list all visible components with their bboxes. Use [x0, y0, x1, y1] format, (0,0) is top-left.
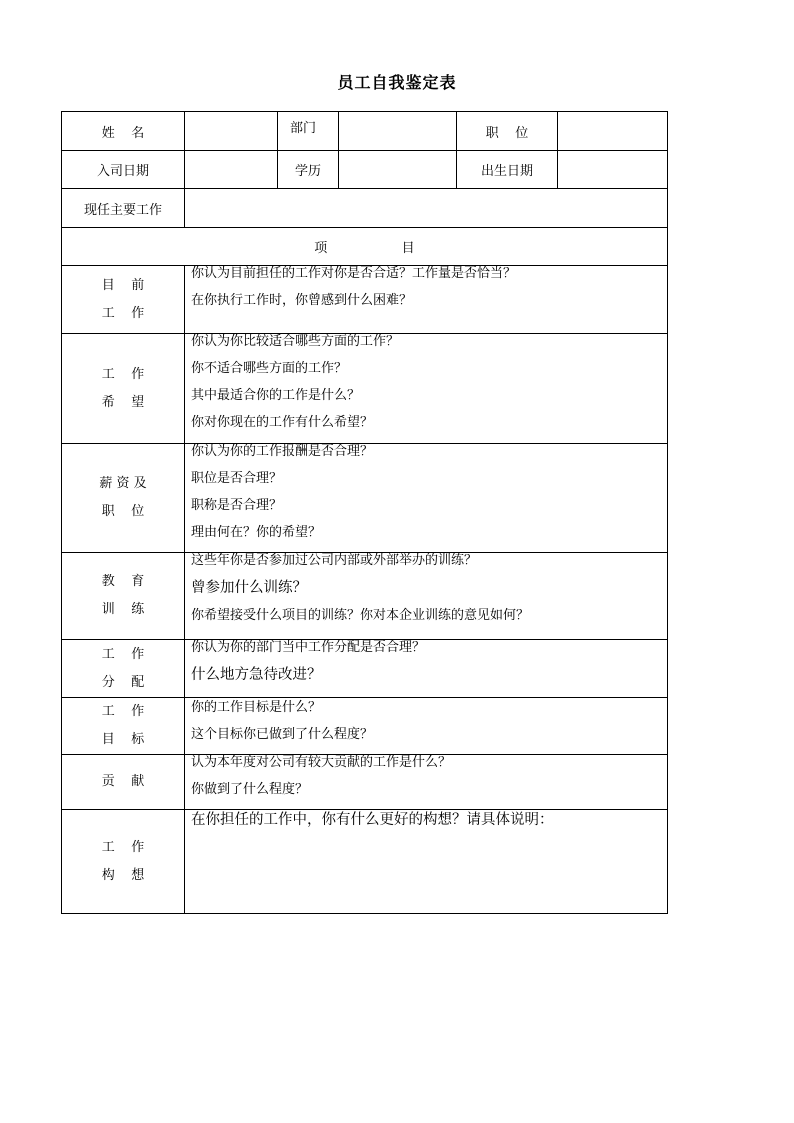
section-questions[interactable]: [185, 755, 668, 810]
question-text: 你的工作目标是什么？: [191, 700, 322, 715]
question-text: 你认为目前担任的工作对你是否合适？工作量是否恰当？: [191, 266, 517, 281]
section-row: [62, 553, 668, 640]
table-row: [62, 151, 668, 189]
question-text: 这些年你是否参加过公司内部或外部举办的训练？: [191, 553, 478, 568]
main-work-field[interactable]: [185, 189, 668, 228]
birth-date-field[interactable]: [558, 151, 668, 189]
section-row: [62, 755, 668, 810]
question-text: 你认为你的部门当中工作分配是否合理？: [191, 640, 426, 655]
self-assessment-table: [61, 111, 668, 914]
section-row: [62, 810, 668, 914]
section-row: [62, 266, 668, 334]
section-label: 工 作 希 望: [62, 334, 185, 444]
birth-date-label: 出生日期: [457, 151, 558, 189]
name-field[interactable]: [185, 112, 278, 151]
section-questions[interactable]: [185, 553, 668, 640]
table-row: [62, 112, 668, 151]
section-row: [62, 640, 668, 698]
question-text: 你认为你的工作报酬是否合理？: [191, 444, 374, 459]
section-label: 工 作 目 标: [62, 698, 185, 755]
section-label: 目 前 工 作: [62, 266, 185, 334]
form-title: 员工自我鉴定表: [337, 73, 457, 92]
table-row: [62, 228, 668, 266]
section-questions[interactable]: [185, 266, 668, 334]
question-text: 在你担任的工作中，你有什么更好的构想？请具体说明：: [191, 812, 554, 828]
section-label: 工 作 分 配: [62, 640, 185, 698]
question-text: 什么地方急待改进？: [191, 667, 322, 683]
question-text: 曾参加什么训练？: [191, 580, 307, 596]
question-text: 其中最适合你的工作是什么？: [191, 388, 361, 403]
section-row: [62, 444, 668, 553]
section-label: 工 作 构 想: [62, 810, 185, 914]
position-field[interactable]: [558, 112, 668, 151]
education-label: 学历: [278, 151, 339, 189]
dept-field[interactable]: [339, 112, 457, 151]
section-questions[interactable]: [185, 810, 668, 914]
position-label: 职 位: [457, 112, 558, 151]
item-header: 项 目: [62, 228, 668, 266]
section-questions[interactable]: [185, 334, 668, 444]
question-text: 你不适合哪些方面的工作？: [191, 361, 348, 376]
question-text: 你做到了什么程度？: [191, 782, 309, 797]
join-date-label: 入司日期: [62, 151, 185, 189]
section-label: 贡 献: [62, 755, 185, 810]
section-questions[interactable]: [185, 698, 668, 755]
question-text: 在你执行工作时，你曾感到什么困难？: [191, 293, 413, 308]
question-text: 你希望接受什么项目的训练？你对本企业训练的意见如何？: [191, 608, 530, 623]
section-questions[interactable]: [185, 444, 668, 553]
question-text: 认为本年度对公司有较大贡献的工作是什么？: [191, 755, 452, 770]
main-work-label: 现任主要工作: [62, 189, 185, 228]
question-text: 职位是否合理？: [191, 471, 283, 486]
section-questions[interactable]: [185, 640, 668, 698]
question-text: 你认为你比较适合哪些方面的工作？: [191, 334, 400, 349]
question-text: 理由何在？你的希望？: [191, 525, 322, 540]
table-row: [62, 189, 668, 228]
name-label: 姓 名: [62, 112, 185, 151]
section-label: 教 育 训 练: [62, 553, 185, 640]
section-row: [62, 334, 668, 444]
question-text: 你对你现在的工作有什么希望？: [191, 415, 374, 430]
section-label: 薪 资 及 职 位: [62, 444, 185, 553]
dept-label: 部门: [278, 112, 339, 151]
section-row: [62, 698, 668, 755]
education-field[interactable]: [339, 151, 457, 189]
question-text: 职称是否合理？: [191, 498, 283, 513]
question-text: 这个目标你已做到了什么程度？: [191, 727, 374, 742]
join-date-field[interactable]: [185, 151, 278, 189]
